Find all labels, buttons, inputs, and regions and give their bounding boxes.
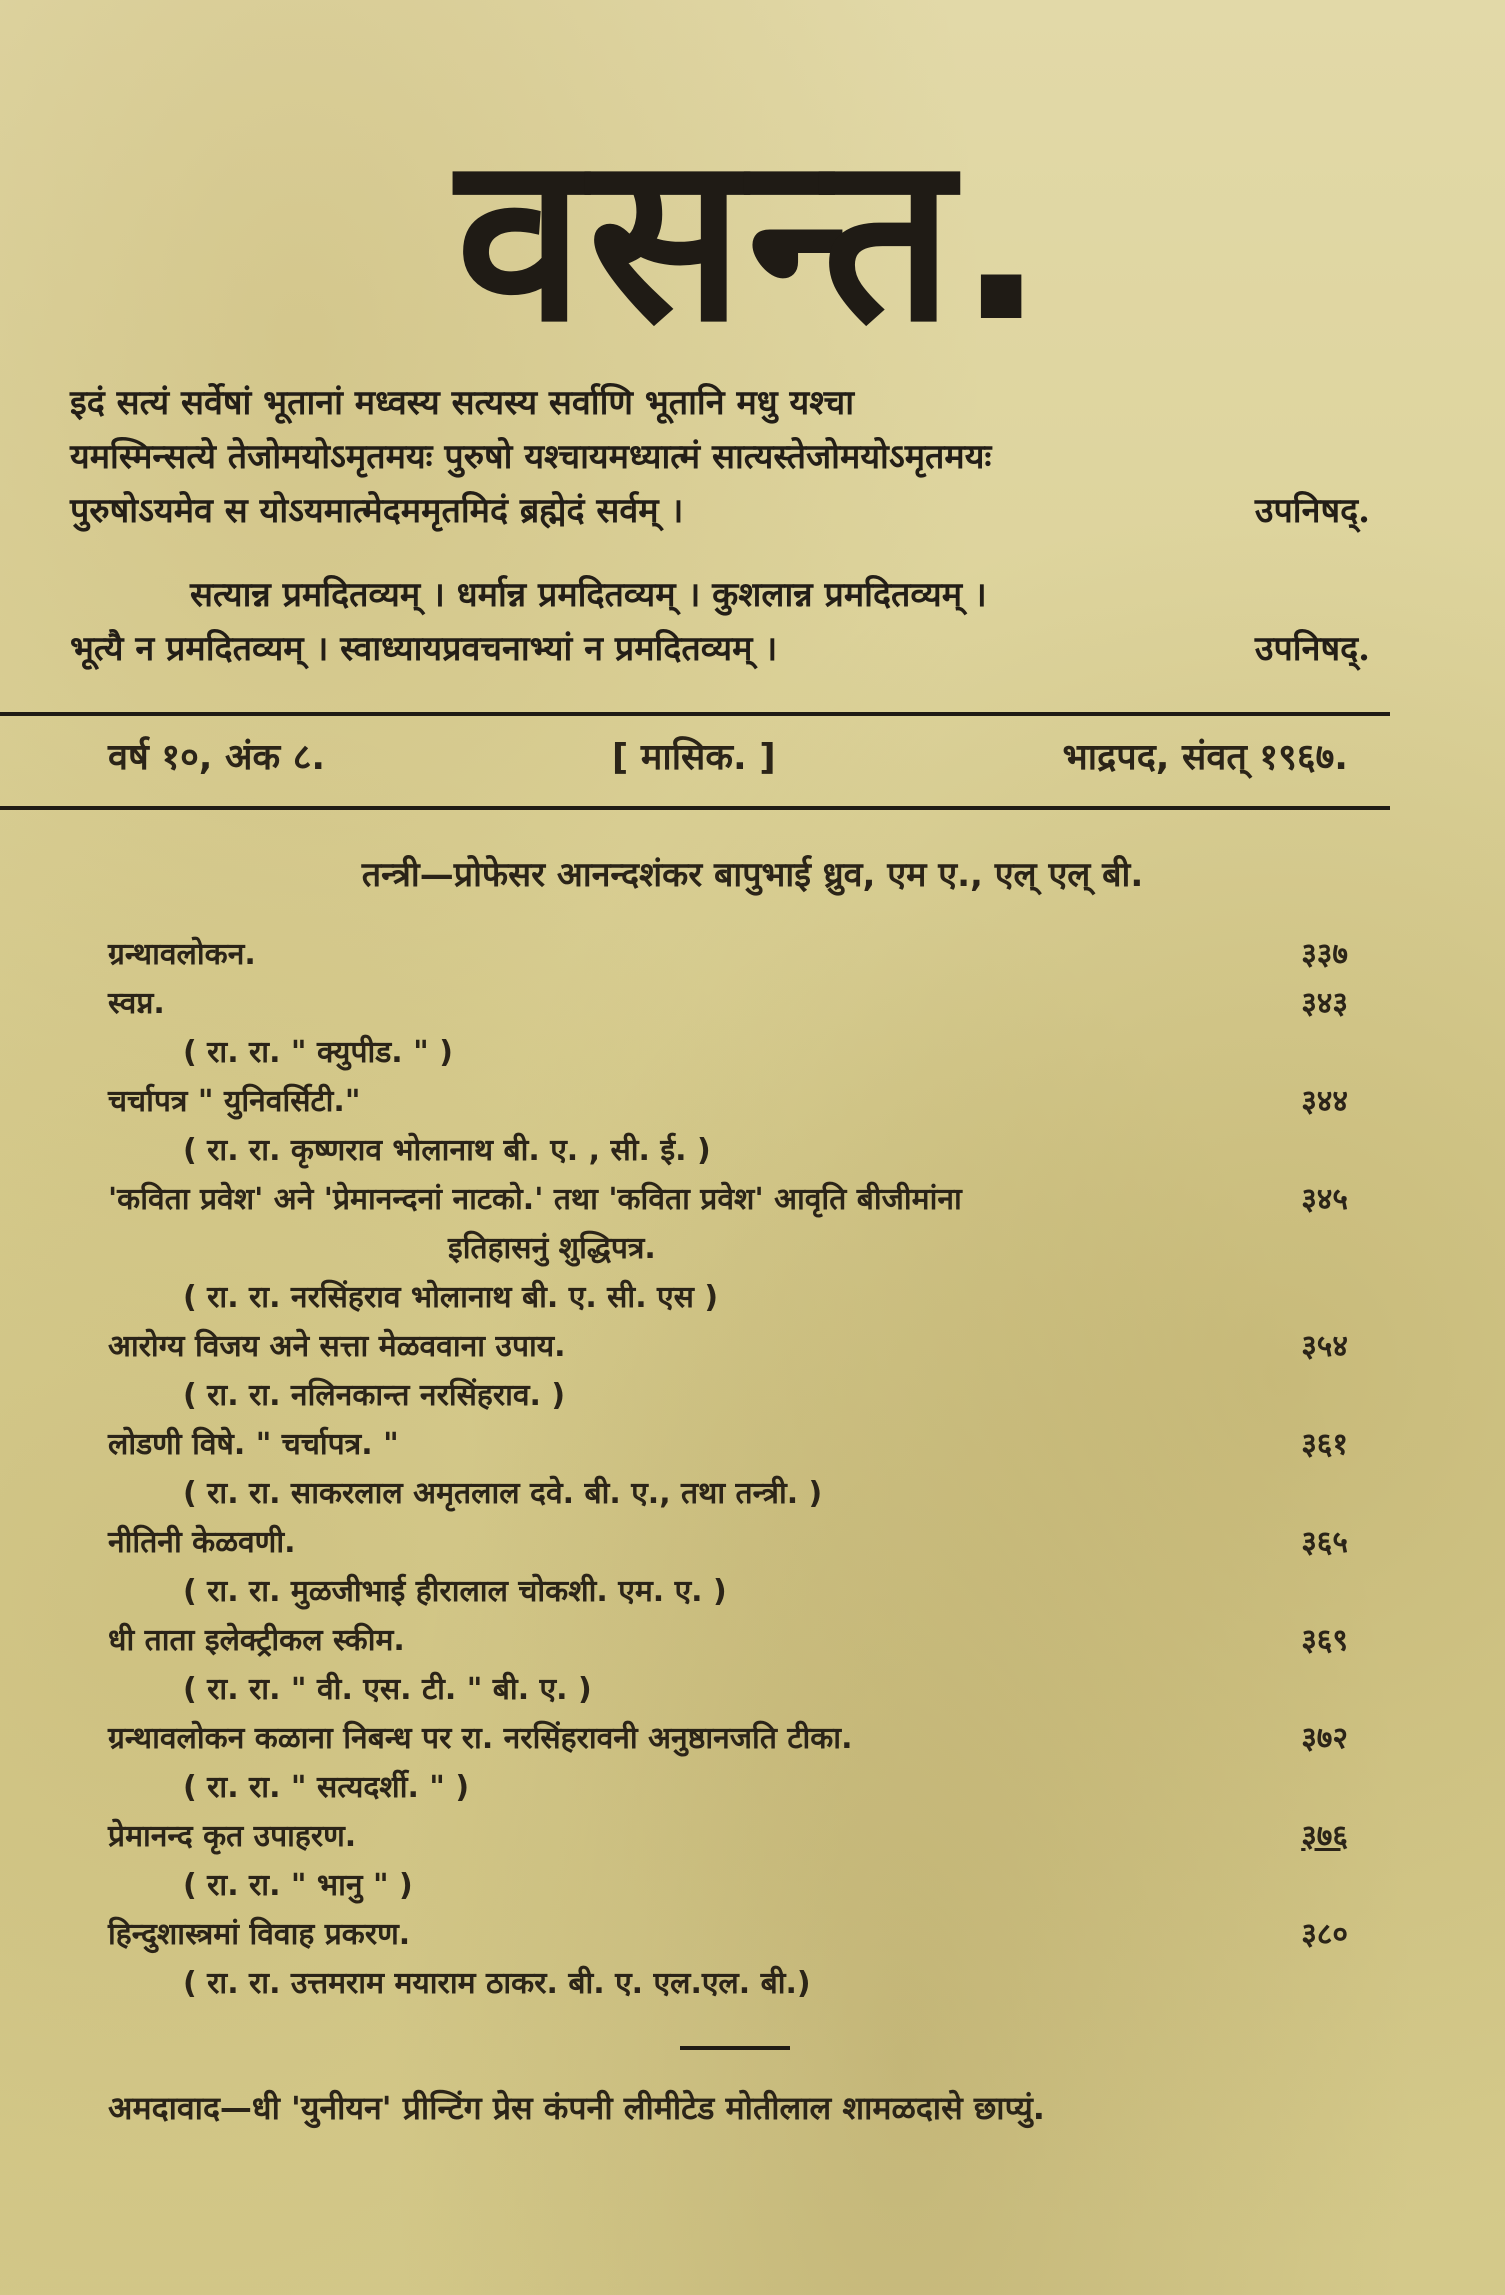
toc-title: लोडणी विषे. " चर्चापत्र. ": [108, 1427, 399, 1462]
issue-date: भाद्रपद, संवत् १९६७.: [1062, 737, 1348, 778]
editor-credit: तन्त्री—प्रोफेसर आनन्दशंकर बापुभाई ध्रुव, एम ए., एल् एल् बी.: [361, 855, 1144, 895]
upanishad-verse-1: [70, 376, 1370, 538]
toc-title: चर्चापत्र " युनिवर्सिटी.": [108, 1084, 361, 1119]
toc-title: स्वप्न.: [108, 986, 165, 1021]
toc-title-continuation: इतिहासनुं शुद्धिपत्र.: [448, 1231, 656, 1266]
toc-entry: [108, 1812, 1348, 1910]
verse-line: भूत्यै न प्रमदितव्यम् । स्वाध्यायप्रवचनाभ्यां न प्रमदितव्यम् ।: [70, 629, 778, 669]
toc-author: ( रा. रा. " भानु " ): [183, 1868, 413, 1903]
upanishad-verse-2: [70, 568, 1370, 676]
toc-page-number: ३६९: [1301, 1623, 1348, 1658]
toc-title: ग्रन्थावलोकन.: [108, 937, 256, 972]
table-of-contents: [108, 930, 1348, 2008]
verse-line: पुरुषोऽयमेव स योऽयमात्मेदममृतमिदं ब्रह्मेदं सर्वम् ।: [70, 491, 684, 531]
toc-author: ( रा. रा. कृष्णराव भोलानाथ बी. ए. , सी. ई. ): [183, 1133, 711, 1168]
toc-entry: [108, 979, 1348, 1077]
verse-line-with-source: [70, 622, 1370, 676]
toc-author: ( रा. रा. " सत्यदर्शी. " ): [183, 1770, 470, 1805]
toc-page-number: ३७२: [1301, 1721, 1348, 1756]
toc-entry: [108, 1714, 1348, 1812]
toc-page-number: ३४४: [1301, 1084, 1348, 1119]
toc-page-number: ३८०: [1301, 1917, 1348, 1952]
toc-author: ( रा. रा. " वी. एस. टी. " बी. ए. ): [183, 1672, 592, 1707]
verse-source: उपनिषद्.: [1254, 629, 1370, 669]
toc-entry: [108, 1518, 1348, 1616]
toc-entry: [108, 1322, 1348, 1420]
toc-entry: [108, 1616, 1348, 1714]
top-divider-rule: [0, 712, 1390, 716]
verse-line: यमस्मिन्सत्ये तेजोमयोऽमृतमयः पुरुषो यश्चायमध्यात्मं सात्यस्तेजोमयोऽमृतमयः: [70, 437, 992, 477]
toc-page-number: ३४५: [1301, 1182, 1348, 1217]
printer-imprint: अमदावाद—धी 'युनीयन' प्रीन्टिंग प्रेस कंपनी लीमीटेड मोतीलाल शामळदासे छाप्युं.: [108, 2089, 1045, 2127]
toc-page-number: ३७६: [1301, 1819, 1348, 1854]
toc-entry: [108, 1910, 1348, 2008]
toc-entry: [108, 1077, 1348, 1175]
toc-title: नीतिनी केळवणी.: [108, 1525, 296, 1560]
toc-author: ( रा. रा. मुळजीभाई हीरालाल चोकशी. एम. ए. ): [183, 1574, 727, 1609]
toc-entry: [108, 1175, 1348, 1322]
toc-title: हिन्दुशास्त्रमां विवाह प्रकरण.: [108, 1917, 411, 1952]
toc-page-number: ३६१: [1301, 1427, 1348, 1462]
toc-page-number: ३५४: [1301, 1329, 1348, 1364]
toc-author: ( रा. रा. नलिनकान्त नरसिंहराव. ): [183, 1378, 566, 1413]
issue-volume: वर्ष १०, अंक ८.: [108, 737, 326, 778]
issue-info: [108, 728, 1348, 788]
toc-entry: [108, 1420, 1348, 1518]
toc-title: धी ताता इलेक्ट्रीकल स्कीम.: [108, 1623, 405, 1658]
toc-title: ग्रन्थावलोकन कळाना निबन्ध पर रा. नरसिंहरावनी अनुष्ठानजति टीका.: [108, 1721, 853, 1756]
toc-title: 'कविता प्रवेश' अने 'प्रेमानन्दनां नाटको.' तथा 'कविता प्रवेश' आवृति बीजीमांना: [108, 1182, 962, 1217]
masthead-title: वसन्त.: [456, 106, 1049, 373]
verse-line: इदं सत्यं सर्वेषां भूतानां मध्वस्य सत्यस्य सर्वाणि भूतानि मधु यश्चा: [70, 383, 855, 423]
toc-page-number: ३६५: [1301, 1525, 1348, 1560]
footer-divider: [680, 2046, 790, 2050]
toc-entry: [108, 930, 1348, 979]
issue-frequency: [ मासिक. ]: [611, 737, 776, 778]
toc-title: आरोग्य विजय अने सत्ता मेळववाना उपाय.: [108, 1329, 566, 1364]
verse-source: उपनिषद्.: [1254, 491, 1370, 531]
toc-page-number: ३३७: [1301, 937, 1348, 972]
toc-author: ( रा. रा. साकरलाल अमृतलाल दवे. बी. ए., तथा तन्त्री. ): [183, 1476, 823, 1511]
toc-author: ( रा. रा. उत्तमराम मयाराम ठाकर. बी. ए. एल.एल. बी.): [183, 1966, 811, 2001]
toc-title: प्रेमानन्द कृत उपाहरण.: [108, 1819, 357, 1854]
toc-author: ( रा. रा. " क्युपीड. " ): [183, 1035, 453, 1070]
verse-line: सत्यान्न प्रमदितव्यम् । धर्मान्न प्रमदितव्यम् । कुशलान्न प्रमदितव्यम् ।: [190, 575, 987, 615]
verse-line-with-source: [70, 484, 1370, 538]
toc-author: ( रा. रा. नरसिंहराव भोलानाथ बी. ए. सी. एस ): [183, 1280, 719, 1315]
bottom-divider-rule: [0, 806, 1390, 810]
toc-page-number: ३४३: [1301, 986, 1348, 1021]
